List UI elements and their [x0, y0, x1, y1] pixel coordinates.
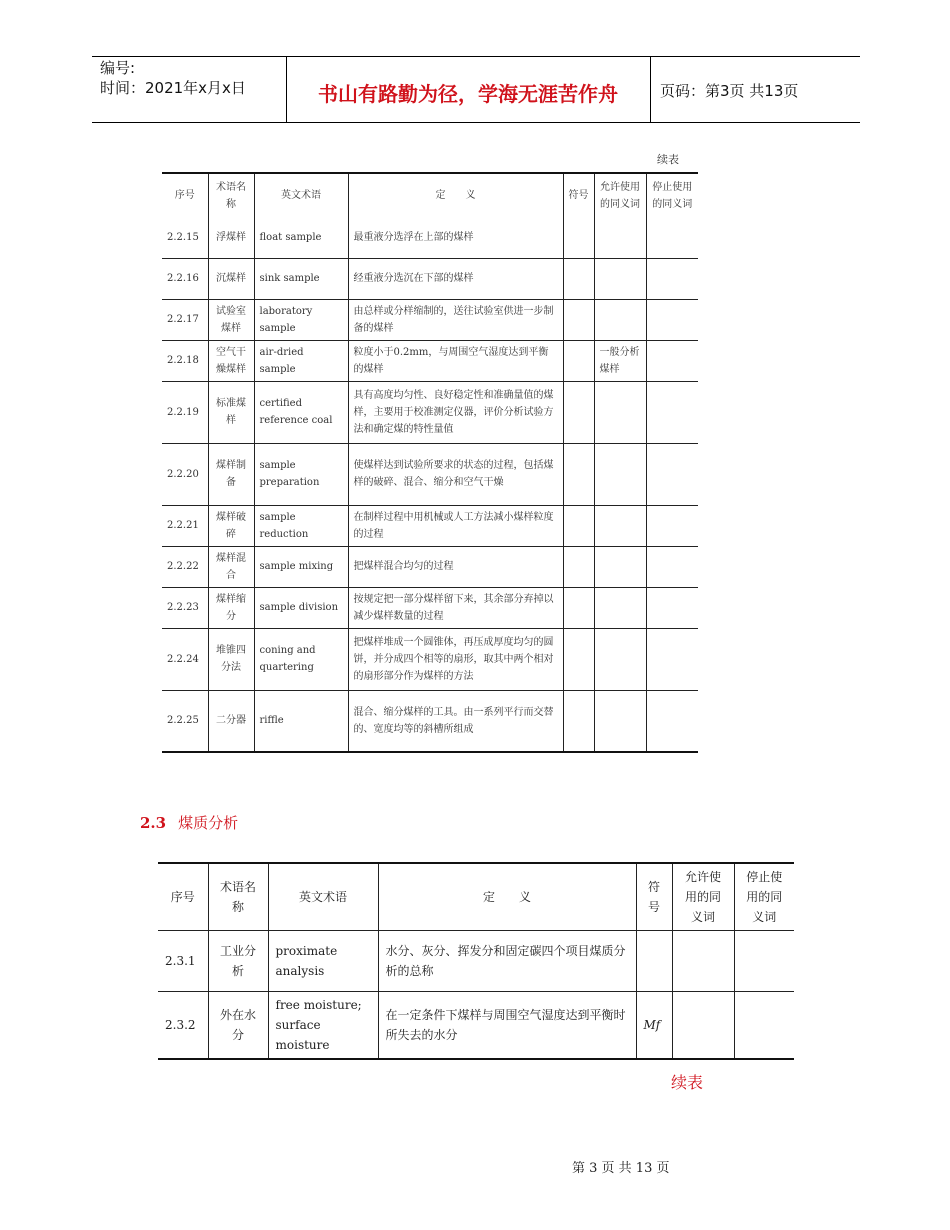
header-left	[100, 58, 246, 98]
col-header-no: 序号	[170, 890, 195, 904]
cell-deprecated-synonym	[646, 381, 698, 443]
col-header-definition: 定 义	[378, 863, 636, 931]
cell-allowed-synonym	[594, 546, 646, 587]
cell-definition: 粒度小于0.2mm，与周围空气湿度达到平衡的煤样	[348, 340, 563, 381]
cell-english: free moisture; surface moisture	[268, 992, 378, 1060]
header-page-info: 页码：第3页 共13页	[660, 82, 799, 100]
cell-english: air-dried sample	[254, 340, 348, 381]
cell-english: float sample	[254, 217, 348, 258]
col-header-symbol: 符号	[563, 173, 594, 217]
cell-term: 标准煤样	[208, 381, 254, 443]
cell-definition: 在制样过程中用机械或人工方法减小煤样粒度的过程	[348, 505, 563, 546]
cell-deprecated-synonym	[646, 340, 698, 381]
cell-symbol	[563, 443, 594, 505]
doc-time-label: 时间：2021年x月x日	[100, 79, 246, 97]
cell-allowed-synonym	[594, 299, 646, 340]
cell-no: 2.2.25	[167, 715, 199, 727]
table1-body	[162, 217, 698, 752]
terms-table-1	[162, 172, 698, 753]
cell-deprecated-synonym	[734, 931, 794, 992]
col-header-allowed-synonym: 允许使用的同义词	[672, 863, 734, 931]
col-header-english: 英文术语	[268, 863, 378, 931]
cell-allowed-synonym	[672, 992, 734, 1060]
terms-table-2	[158, 862, 794, 1060]
cell-term: 空气干燥煤样	[208, 340, 254, 381]
col-header-symbol: 符号	[636, 863, 672, 931]
cell-term: 沉煤样	[208, 258, 254, 299]
cell-english: proximate analysis	[268, 931, 378, 992]
cell-symbol	[563, 340, 594, 381]
table-header-row	[162, 173, 698, 217]
table-row	[162, 299, 698, 340]
cell-term: 外在水分	[208, 992, 268, 1060]
cell-english: certified reference coal	[254, 381, 348, 443]
header-separator	[286, 56, 287, 122]
cell-no: 2.2.23	[167, 602, 199, 613]
cell-no: 2.2.22	[167, 561, 199, 572]
cell-english: laboratory sample	[254, 299, 348, 340]
col-header-deprecated-synonym: 停止使用的同义词	[646, 173, 698, 217]
table-row	[162, 217, 698, 258]
cell-english: sample preparation	[254, 443, 348, 505]
cell-term: 煤样混合	[208, 546, 254, 587]
cell-definition: 最重液分选浮在上部的煤样	[348, 217, 563, 258]
table1-continued-label: 续表	[657, 153, 679, 166]
header-bottom-rule	[92, 122, 860, 123]
cell-term: 试验室煤样	[208, 299, 254, 340]
cell-symbol	[563, 381, 594, 443]
cell-allowed-synonym	[594, 217, 646, 258]
table-row	[158, 992, 794, 1060]
cell-allowed-synonym	[594, 443, 646, 505]
cell-symbol	[636, 931, 672, 992]
cell-allowed-synonym	[594, 690, 646, 752]
cell-definition: 具有高度均匀性、良好稳定性和准确量值的煤样，主要用于校准测定仪器，评价分析试验方法和确定煤的特性量值	[348, 381, 563, 443]
section-number: 2.3	[140, 814, 167, 832]
header-top-rule	[92, 56, 860, 57]
cell-english: sample reduction	[254, 505, 348, 546]
cell-deprecated-synonym	[646, 443, 698, 505]
cell-deprecated-synonym	[646, 690, 698, 752]
cell-english: sink sample	[254, 258, 348, 299]
header-motto: 书山有路勤为径，学海无涯苦作舟	[318, 82, 618, 106]
cell-definition: 把煤样堆成一个圆锥体，再压成厚度均匀的圆饼，并分成四个相等的扇形，取其中两个相对的扇形部分作为煤样的方法	[348, 628, 563, 690]
cell-english: coning and quartering	[254, 628, 348, 690]
cell-no: 2.2.20	[167, 468, 199, 480]
col-header-deprecated-synonym: 停止使用的同义词	[734, 863, 794, 931]
cell-no: 2.2.24	[167, 653, 199, 665]
cell-deprecated-synonym	[646, 628, 698, 690]
cell-symbol	[563, 505, 594, 546]
section-title: 煤质分析	[178, 814, 239, 832]
cell-deprecated-synonym	[734, 992, 794, 1060]
header-separator	[650, 56, 651, 122]
cell-no: 2.2.21	[167, 520, 199, 531]
cell-term: 煤样缩分	[208, 587, 254, 628]
col-header-term: 术语名称	[208, 863, 268, 931]
cell-allowed-synonym	[594, 258, 646, 299]
cell-term: 二分器	[208, 690, 254, 752]
table-row	[162, 587, 698, 628]
cell-definition: 水分、灰分、挥发分和固定碳四个项目煤质分析的总称	[378, 931, 636, 992]
cell-term: 工业分析	[208, 931, 268, 992]
cell-allowed-synonym	[672, 931, 734, 992]
cell-no: 2.3.1	[165, 954, 196, 968]
cell-allowed-synonym: 一般分析煤样	[594, 340, 646, 381]
cell-definition: 混合、缩分煤样的工具。由一系列平行而交替的、宽度均等的斜槽所组成	[348, 690, 563, 752]
cell-symbol: Mf	[636, 992, 672, 1060]
cell-no: 2.2.15	[167, 231, 199, 243]
table-row	[162, 505, 698, 546]
cell-definition: 由总样或分样缩制的，送往试验室供进一步制备的煤样	[348, 299, 563, 340]
cell-allowed-synonym	[594, 587, 646, 628]
table2-continued-label: 续表	[671, 1073, 704, 1092]
cell-english: sample division	[254, 587, 348, 628]
cell-allowed-synonym	[594, 628, 646, 690]
cell-symbol	[563, 628, 594, 690]
cell-definition: 把煤样混合均匀的过程	[348, 546, 563, 587]
cell-no: 2.3.2	[165, 1018, 196, 1032]
col-header-allowed-synonym: 允许使用的同义词	[594, 173, 646, 217]
cell-definition: 按规定把一部分煤样留下来，其余部分弃掉以减少煤样数量的过程	[348, 587, 563, 628]
doc-number-label: 编号:	[100, 59, 136, 77]
cell-deprecated-synonym	[646, 587, 698, 628]
cell-deprecated-synonym	[646, 217, 698, 258]
col-header-definition: 定 义	[348, 173, 563, 217]
cell-deprecated-synonym	[646, 299, 698, 340]
col-header-english: 英文术语	[254, 173, 348, 217]
col-header-no: 序号	[174, 190, 195, 201]
section-heading	[140, 812, 238, 833]
cell-symbol	[563, 690, 594, 752]
cell-symbol	[563, 299, 594, 340]
table-header-row	[158, 863, 794, 931]
cell-no: 2.2.19	[167, 406, 199, 418]
table-row	[162, 381, 698, 443]
table-row	[162, 690, 698, 752]
cell-term: 浮煤样	[208, 217, 254, 258]
table-row	[162, 628, 698, 690]
cell-term: 煤样制备	[208, 443, 254, 505]
cell-deprecated-synonym	[646, 505, 698, 546]
cell-allowed-synonym	[594, 505, 646, 546]
cell-english: sample mixing	[254, 546, 348, 587]
cell-symbol	[563, 217, 594, 258]
cell-no: 2.2.16	[167, 273, 199, 284]
table-row	[162, 443, 698, 505]
cell-deprecated-synonym	[646, 258, 698, 299]
table-row	[162, 258, 698, 299]
cell-definition: 经重液分选沉在下部的煤样	[348, 258, 563, 299]
col-header-term: 术语名称	[208, 173, 254, 217]
cell-definition: 在一定条件下煤样与周围空气湿度达到平衡时所失去的水分	[378, 992, 636, 1060]
table-row	[162, 546, 698, 587]
cell-allowed-synonym	[594, 381, 646, 443]
cell-symbol	[563, 546, 594, 587]
page-footer: 第 3 页 共 13 页	[572, 1161, 670, 1176]
table2-body	[158, 931, 794, 1060]
cell-no: 2.2.17	[167, 314, 199, 325]
cell-english: riffle	[254, 690, 348, 752]
cell-symbol	[563, 258, 594, 299]
cell-deprecated-synonym	[646, 546, 698, 587]
cell-term: 煤样破碎	[208, 505, 254, 546]
cell-term: 堆锥四分法	[208, 628, 254, 690]
table-row	[162, 340, 698, 381]
cell-definition: 使煤样达到试验所要求的状态的过程，包括煤样的破碎、混合、缩分和空气干燥	[348, 443, 563, 505]
cell-no: 2.2.18	[167, 355, 199, 366]
cell-symbol	[563, 587, 594, 628]
table-row	[158, 931, 794, 992]
